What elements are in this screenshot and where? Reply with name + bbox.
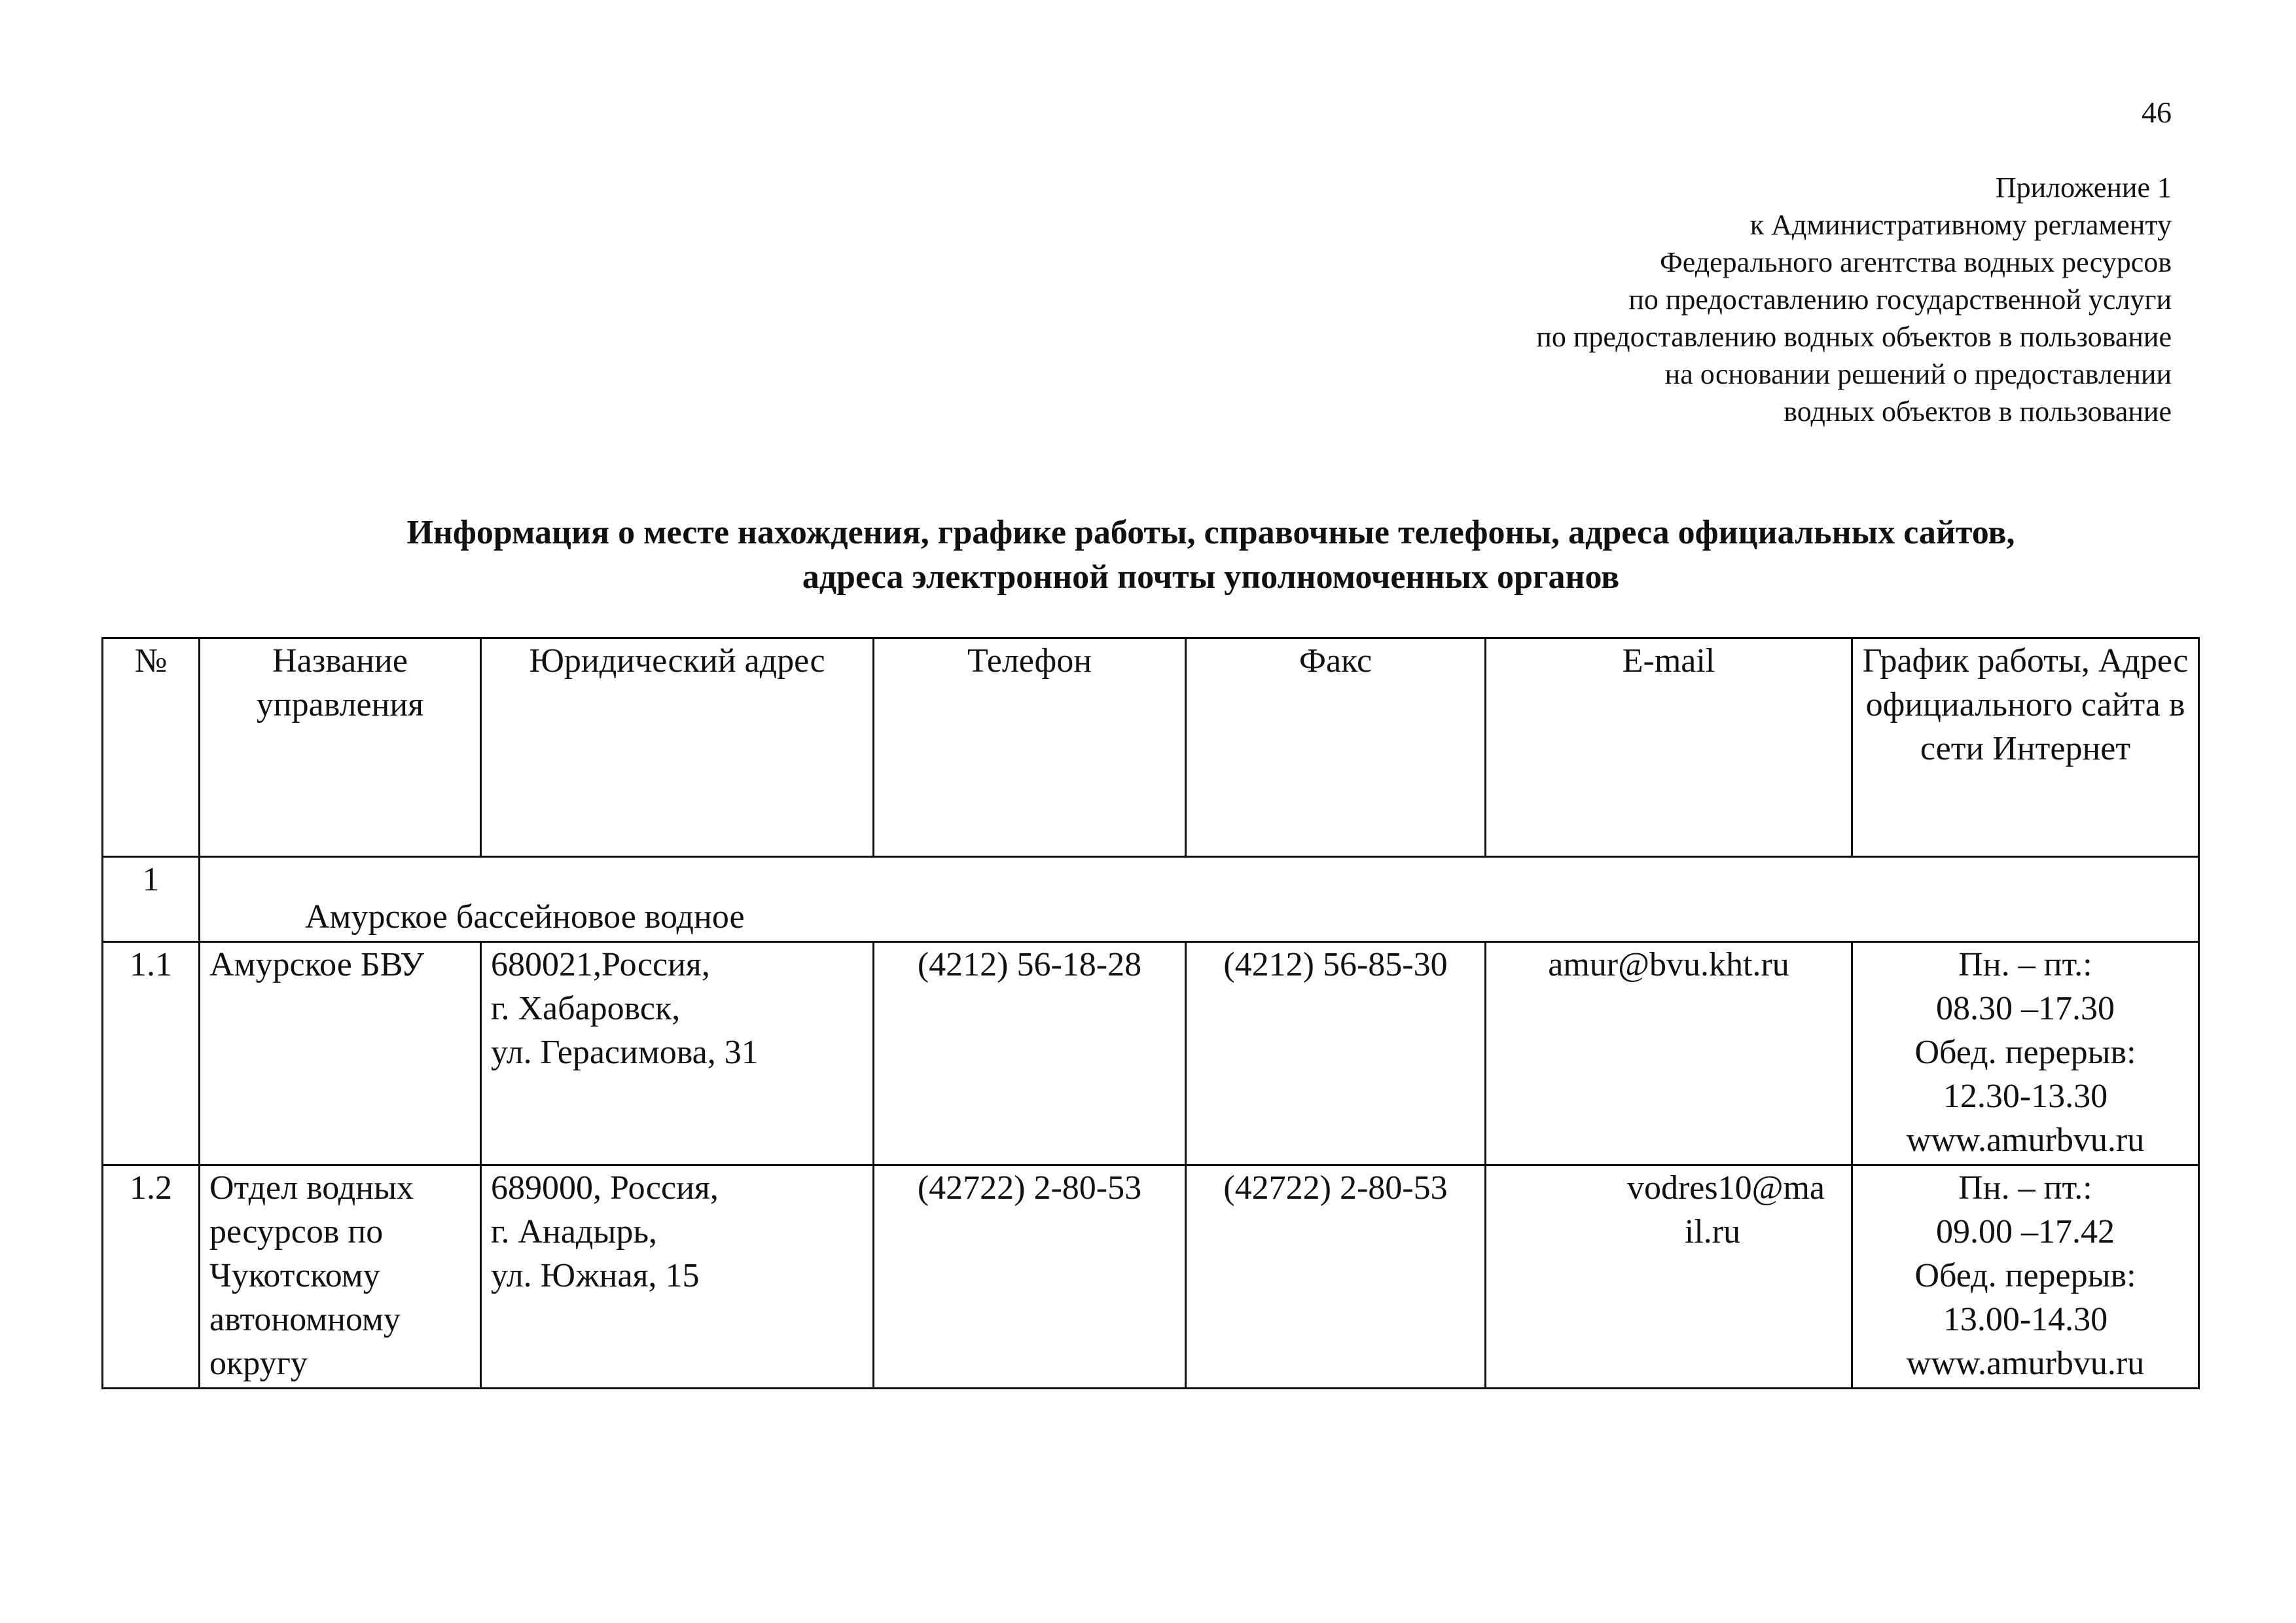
website-text: www.amurbvu.ru [1906, 1122, 2145, 1159]
schedule-line: 08.30 –17.30 [1936, 990, 2115, 1027]
row-schedule [1852, 1165, 2199, 1389]
schedule-line: Обед. перерыв: [1914, 1034, 2136, 1071]
appendix-line: водных объектов в пользование [1784, 395, 2172, 428]
appendix-line: Приложение 1 [1995, 172, 2172, 204]
row-phone: (4212) 56-18-28 [874, 942, 1186, 1165]
row-address [481, 1165, 874, 1389]
header-email: E-mail [1486, 638, 1852, 857]
row-name: Амурское БВУ [200, 942, 481, 1165]
address-line: ул. Герасимова, 31 [491, 1034, 759, 1071]
document-title [196, 511, 2225, 600]
header-fax: Факс [1186, 638, 1486, 857]
row-phone: (42722) 2-80-53 [874, 1165, 1186, 1389]
group-num: 1 [103, 857, 200, 942]
appendix-line: Федерального агентства водных ресурсов [1660, 246, 2172, 278]
header-schedule: График работы, Адрес официального сайта в сети Интернет [1852, 638, 2199, 857]
address-line: 680021,Россия, [491, 946, 710, 983]
row-num: 1.1 [103, 942, 200, 1165]
address-line: г. Хабаровск, [491, 990, 681, 1027]
schedule-line: Пн. – пт.: [1958, 946, 2092, 983]
row-address [481, 942, 874, 1165]
appendix-line: на основании решений о предоставлении [1664, 358, 2172, 390]
schedule-line: 12.30-13.30 [1943, 1078, 2108, 1115]
row-num: 1.2 [103, 1165, 200, 1389]
appendix-line: к Административному регламенту [1749, 209, 2172, 241]
title-line-2: адреса электронной почты уполномоченных органов [802, 558, 1620, 596]
row-schedule [1852, 942, 2199, 1165]
email-line: il.ru [1684, 1213, 1741, 1250]
table-row [103, 942, 2199, 1165]
row-fax: (42722) 2-80-53 [1186, 1165, 1486, 1389]
email-line: vodres10@ma [1626, 1169, 1825, 1207]
address-line: ул. Южная, 15 [491, 1257, 700, 1294]
row-email [1486, 1165, 1852, 1389]
row-email: amur@bvu.kht.ru [1486, 942, 1852, 1165]
group-title: Амурское бассейновое водное [200, 857, 2199, 942]
header-name: Название управления [200, 638, 481, 857]
row-fax: (4212) 56-85-30 [1186, 942, 1486, 1165]
appendix-line: по предоставлению водных объектов в пользование [1536, 321, 2172, 353]
table-row [103, 1165, 2199, 1389]
title-line-1: Информация о месте нахождения, графике работы, справочные телефоны, адреса официальных сайтов, [406, 514, 2015, 551]
schedule-line: Пн. – пт.: [1958, 1169, 2092, 1207]
address-line: 689000, Россия, [491, 1169, 719, 1207]
appendix-block [1536, 169, 2172, 430]
row-name: Отдел водных ресурсов по Чукотскому автономному округу [200, 1165, 481, 1389]
info-table [101, 637, 2200, 1389]
address-line: г. Анадырь, [491, 1213, 658, 1250]
header-num: № [103, 638, 200, 857]
schedule-line: Обед. перерыв: [1914, 1257, 2136, 1294]
header-phone: Телефон [874, 638, 1186, 857]
table-header-row [103, 638, 2199, 857]
appendix-line: по предоставлению государственной услуги [1628, 283, 2172, 316]
page-number: 46 [2142, 96, 2172, 129]
schedule-line: 13.00-14.30 [1943, 1301, 2108, 1338]
schedule-line: 09.00 –17.42 [1936, 1213, 2115, 1250]
table-group-row [103, 857, 2199, 942]
header-address: Юридический адрес [481, 638, 874, 857]
website-text: www.amurbvu.ru [1906, 1345, 2145, 1382]
